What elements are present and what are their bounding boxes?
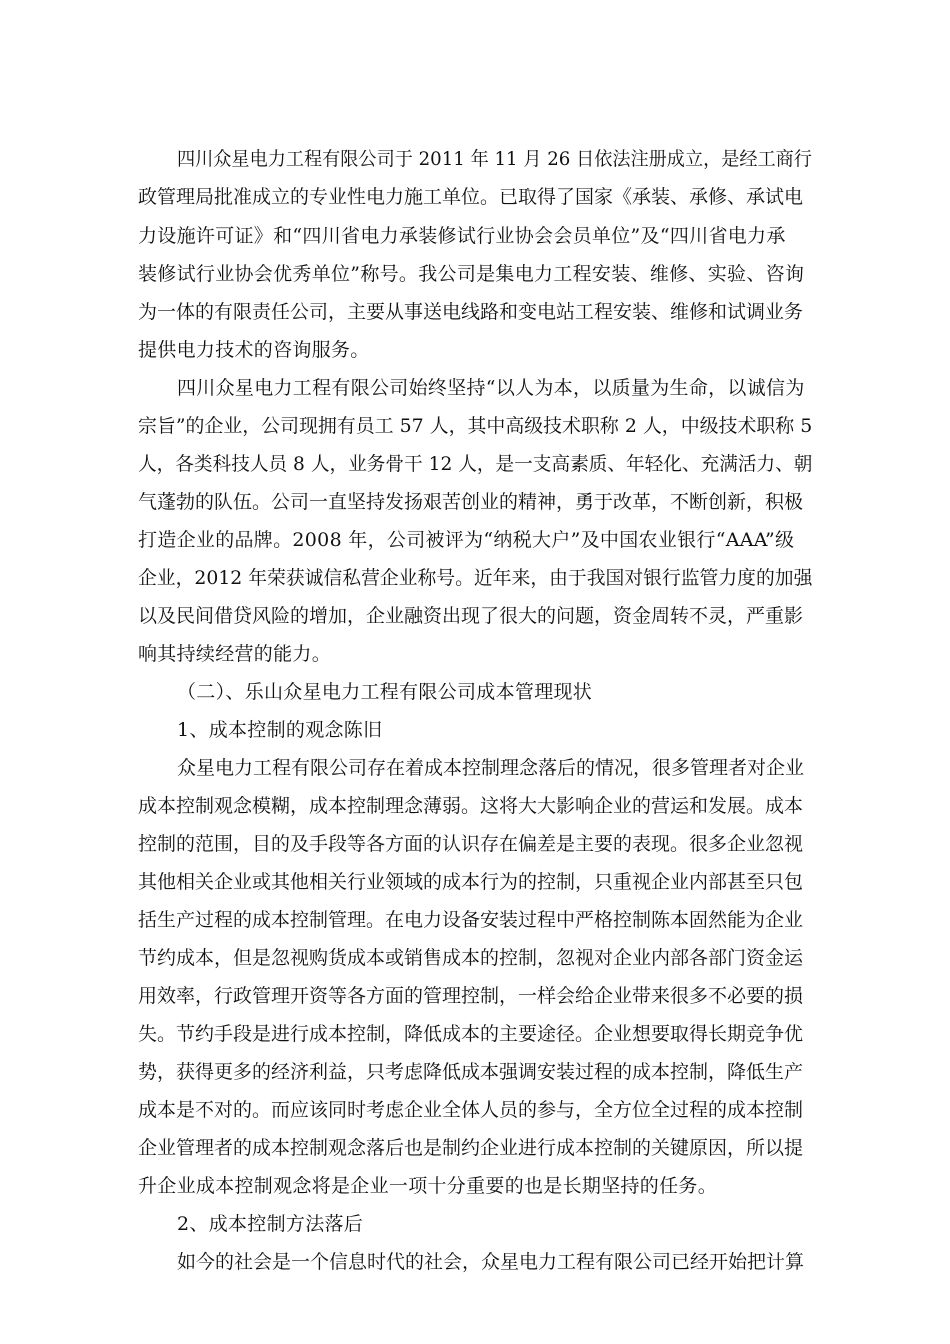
paragraph-1-line-3: 力设施许可证》和“四川省电力承装修试行业协会会员单位”及“四川省电力承 xyxy=(138,225,786,247)
section-heading: （二）、乐山众星电力工程有限公司成本管理现状 xyxy=(177,681,593,703)
paragraph-2-line-3: 人，各类科技人员 8 人，业务骨干 12 人，是一支高素质、年轻化、充满活力、朝 xyxy=(138,453,813,475)
paragraph-3-line-7: 用效率，行政管理开资等各方面的管理控制，一样会给企业带来很多不必要的损 xyxy=(138,985,804,1007)
paragraph-3-line-10: 成本是不对的。而应该同时考虑企业全体人员的参与，全方位全过程的成本控制 xyxy=(138,1099,804,1121)
paragraph-1-line-1: 四川众星电力工程有限公司于 2011 年 11 月 26 日依法注册成立，是经工商行 xyxy=(177,148,812,170)
paragraph-2-line-8: 响其持续经营的能力。 xyxy=(138,643,332,665)
paragraph-2-line-6: 企业，2012 年荣获诚信私营企业称号。近年来，由于我国对银行监管力度的加强 xyxy=(138,567,813,589)
paragraph-3-line-8: 失。节约手段是进行成本控制，降低成本的主要途径。企业想要取得长期竞争优 xyxy=(138,1023,804,1045)
paragraph-2-line-1: 四川众星电力工程有限公司始终坚持“以人为本，以质量为生命，以诚信为 xyxy=(177,377,805,399)
paragraph-2-line-4: 气蓬勃的队伍。公司一直坚持发扬艰苦创业的精神，勇于改革，不断创新，积极 xyxy=(138,491,804,513)
paragraph-1-line-5: 为一体的有限责任公司，主要从事送电线路和变电站工程安装、维修和试调业务 xyxy=(138,301,804,323)
paragraph-1-line-4: 装修试行业协会优秀单位”称号。我公司是集电力工程安装、维修、实验、咨询 xyxy=(138,263,805,285)
paragraph-1-line-6: 提供电力技术的咨询服务。 xyxy=(138,339,370,361)
paragraph-3-line-4: 其他相关企业或其他相关行业领域的成本行为的控制，只重视企业内部甚至只包 xyxy=(138,871,804,893)
subsection-heading-2: 2、成本控制方法落后 xyxy=(177,1213,364,1235)
paragraph-1-line-2: 政管理局批准成立的专业性电力施工单位。已取得了国家《承装、承修、承试电 xyxy=(138,186,804,208)
paragraph-3-line-1: 众星电力工程有限公司存在着成本控制理念落后的情况，很多管理者对企业 xyxy=(177,757,805,779)
paragraph-3-line-2: 成本控制观念模糊，成本控制理念薄弱。这将大大影响企业的营运和发展。成本 xyxy=(138,795,804,817)
paragraph-3-line-9: 势，获得更多的经济利益，只考虑降低成本强调安装过程的成本控制，降低生产 xyxy=(138,1061,804,1083)
paragraph-3-line-11: 企业管理者的成本控制观念落后也是制约企业进行成本控制的关键原因，所以提 xyxy=(138,1137,804,1159)
paragraph-2-line-2: 宗旨”的企业，公司现拥有员工 57 人，其中高级技术职称 2 人，中级技术职称 5 xyxy=(138,415,813,437)
paragraph-2-line-5: 打造企业的品牌。2008 年，公司被评为“纳税大户”及中国农业银行“AAA”级 xyxy=(138,529,795,551)
paragraph-3-line-3: 控制的范围，目的及手段等各方面的认识存在偏差是主要的表现。很多企业忽视 xyxy=(138,833,804,855)
subsection-heading-1: 1、成本控制的观念陈旧 xyxy=(177,719,383,741)
paragraph-4-line-1: 如今的社会是一个信息时代的社会，众星电力工程有限公司已经开始把计算 xyxy=(177,1251,805,1273)
paragraph-3-line-5: 括生产过程的成本控制管理。在电力设备安装过程中严格控制陈本固然能为企业 xyxy=(138,909,804,931)
paragraph-2-line-7: 以及民间借贷风险的增加，企业融资出现了很大的问题，资金周转不灵，严重影 xyxy=(138,605,804,627)
paragraph-3-line-12: 升企业成本控制观念将是企业一项十分重要的也是长期坚持的任务。 xyxy=(138,1175,718,1197)
paragraph-3-line-6: 节约成本，但是忽视购货成本或销售成本的控制，忽视对企业内部各部门资金运 xyxy=(138,947,804,969)
